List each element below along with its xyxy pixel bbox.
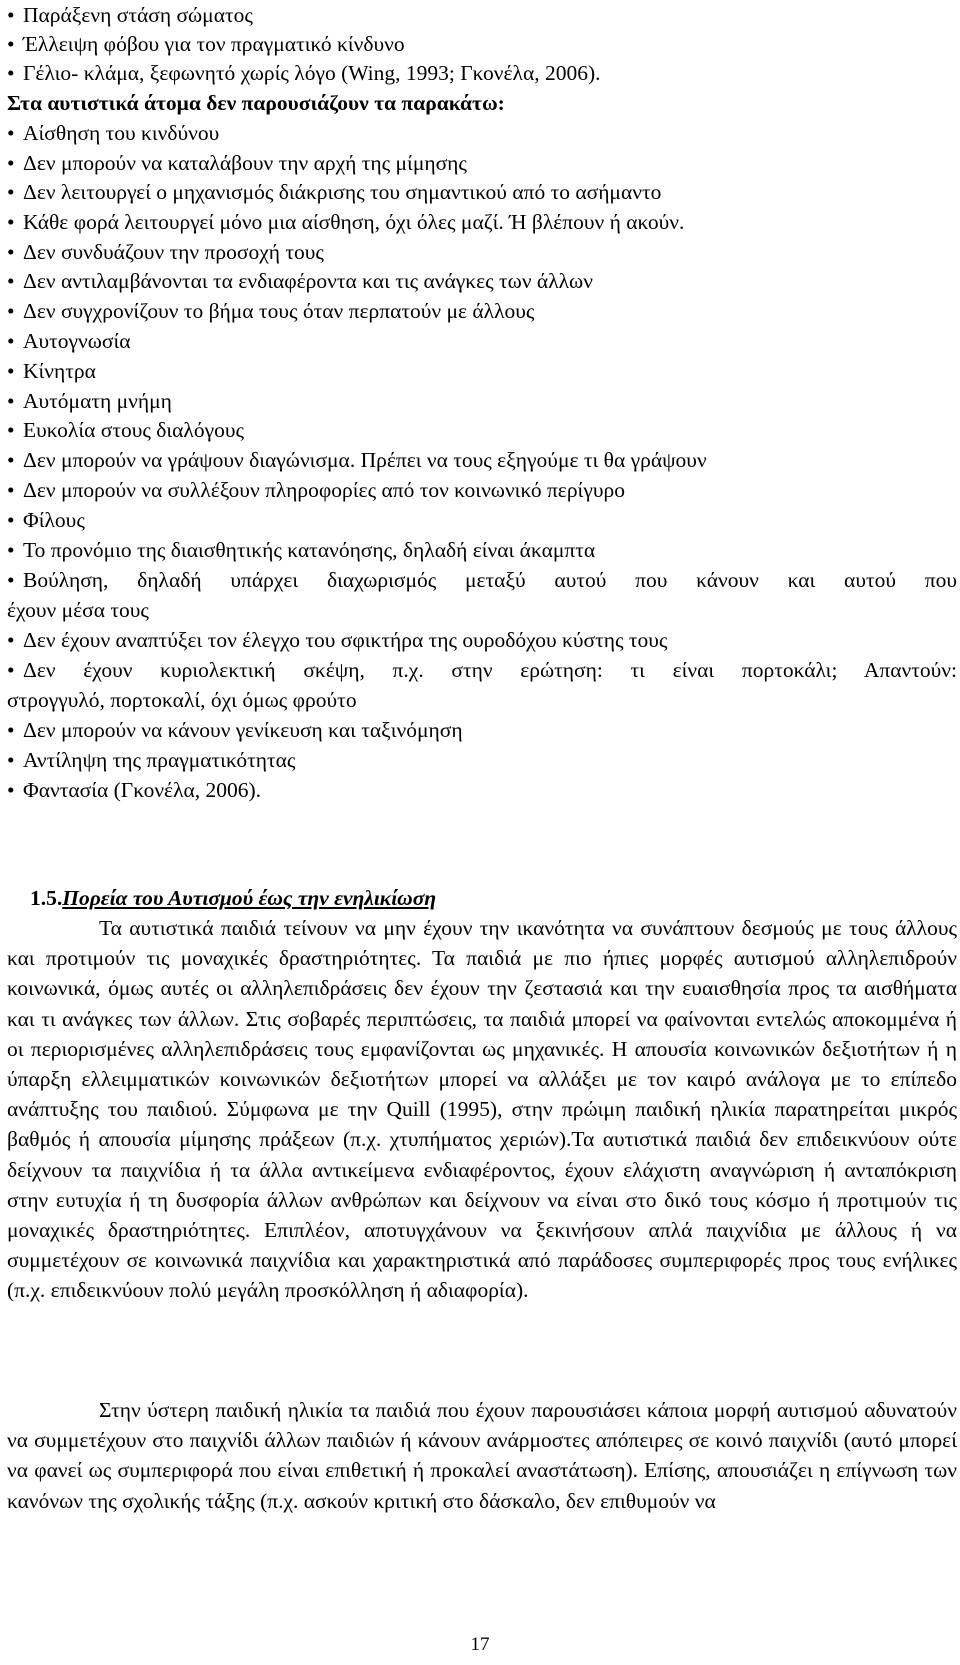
- list-item-text: Αντίληψη της πραγματικότητας: [23, 748, 296, 772]
- list-item-text: Αυτογνωσία: [23, 329, 131, 353]
- list-item-text: Γέλιο- κλάμα, ξεφωνητό χωρίς λόγο (Wing, 1993; Γκονέλα, 2006).: [23, 61, 601, 85]
- bullet: •: [7, 329, 15, 353]
- section-heading: [30, 883, 436, 913]
- list-item-text: Κίνητρα: [23, 359, 96, 383]
- list-item-text: Φίλους: [23, 508, 85, 532]
- bullet: •: [7, 389, 15, 413]
- list-item: [7, 266, 593, 296]
- bullet: •: [7, 359, 15, 383]
- bullet: •: [7, 210, 15, 234]
- bullet: •: [7, 299, 15, 323]
- body-paragraph: [7, 1395, 957, 1516]
- list-item: [7, 207, 684, 237]
- list-item: [7, 356, 96, 386]
- bullet: •: [7, 180, 15, 204]
- list-item: [7, 0, 253, 30]
- bullet: •: [7, 418, 15, 442]
- list-item: [7, 475, 625, 505]
- list-item-text: Το προνόμιο της διαισθητικής κατανόησης, δηλαδή είναι άκαμπτα: [23, 538, 596, 562]
- list-item: [7, 715, 463, 745]
- bullet: •: [7, 3, 15, 27]
- list-item-text: Έλλειψη φόβου για τον πραγματικό κίνδυνο: [23, 32, 405, 56]
- bullet: •: [7, 718, 15, 742]
- bullet: •: [7, 240, 15, 264]
- bullet: •: [7, 448, 15, 472]
- list-item: [7, 535, 595, 565]
- bullet: •: [7, 778, 15, 802]
- bullet: •: [7, 628, 15, 652]
- list-item: [7, 177, 661, 207]
- bullet: •: [7, 269, 15, 293]
- list-item: [7, 775, 261, 805]
- bullet: •: [7, 748, 15, 772]
- list-item: [7, 386, 172, 416]
- bullet: •: [7, 151, 15, 175]
- section-title: Πορεία του Αυτισμού έως την ενηλικίωση: [62, 886, 437, 910]
- list-item: [7, 326, 131, 356]
- list-item: [7, 296, 534, 326]
- list-item-text: Ευκολία στους διαλόγους: [23, 418, 245, 442]
- list-item: [7, 148, 467, 178]
- list-item: [7, 565, 957, 595]
- list-item: [7, 118, 219, 148]
- list-item-text: Αυτόματη μνήμη: [23, 389, 172, 413]
- list-item-continuation: έχουν μέσα τους: [7, 598, 149, 622]
- bullet: •: [7, 568, 15, 592]
- list-item-text: Αίσθηση του κινδύνου: [23, 121, 220, 145]
- list-item-text: Δεν μπορούν να κάνουν γενίκευση και ταξινόμηση: [23, 718, 463, 742]
- list-item-text: Φαντασία (Γκονέλα, 2006).: [23, 778, 262, 802]
- list-item-text: Δεν λειτουργεί ο μηχανισμός διάκρισης του σημαντικού από το ασήμαντο: [23, 180, 662, 204]
- paragraph-text: Στην ύστερη παιδική ηλικία τα παιδιά που έχουν παρουσιάσει κάποια μορφή αυτισμού αδυνατούν να συμμετέχουν στο παιχνίδι άλλων παιδιών ή κάνουν ανάρμοστες απόπειρες σε κοινό παιχνίδι (αυτό μπορεί να φανεί ως συμπεριφορά που είναι επιθετική ή προκαλεί αναστάτωση). Επίσης, απουσιάζει η επίγνωση των κανόνων της σχολικής τάξης (π.χ. ασκούν κριτική στο δάσκαλο, δεν επιθυμούν να: [7, 1398, 957, 1513]
- list-item-text: Δεν μπορούν να καταλάβουν την αρχή της μίμησης: [23, 151, 467, 175]
- page-number: 17: [470, 1634, 490, 1655]
- paragraph-text: Τα αυτιστικά παιδιά τείνουν να μην έχουν την ικανότητα να συνάπτουν δεσμούς με τους άλλους και προτιμούν τις μοναχικές δραστηριότητες. Τα παιδιά με πιο ήπιες μορφές αυτισμού αλληλεπιδρούν κοινωνικά, όμως αυτές οι αλληλεπιδράσεις δεν έχουν την ζεστασιά και την ευαισθησία προς τα αισθήματα και τι ανάγκες των άλλων. Στις σοβαρές περιπτώσεις, τα παιδιά μπορεί να φαίνονται εντελώς αποκομμένα ή οι περιορισμένες αλληλεπιδράσεις τους εμφανίζονται ως μηχανικές. Η απουσία κοινωνικών δεξιοτήτων ή η ύπαρξη ελλειμματικών κοινωνικών δεξιοτήτων μπορεί να αλλάξει με τον καιρό ανάλογα με το επίπεδο ανάπτυξης του παιδιού. Σύμφωνα με την Quill (1995), στην πρώιμη παιδική ηλικία παρατηρείται μικρός βαθμός ή απουσία μίμησης πράξεων (π.χ. χτυπήματος χεριών).Τα αυτιστικά παιδιά δεν επιδεικνύουν ούτε δείχνουν τα παιχνίδια ή τα άλλα αντικείμενα ενδιαφέροντος, έχουν ελάχιστη αναγνώριση ή ανταπόκριση στην ευτυχία ή τη δυσφορία άλλων ανθρώπων και δείχνουν να είναι στο δικό τους κόσμο ή προτιμούν τις μοναχικές δραστηριότητες. Επιπλέον, αποτυγχάνουν να ξεκινήσουν απλά παιχνίδια με άλλους ή να συμμετέχουν σε κοινωνικά παιχνίδια και χαρακτηριστικά από παράδοσες συμπεριφορές προς τους ενήλικες (π.χ. επιδεικνύουν πολύ μεγάλη προσκόλληση ή αδιαφορία).: [7, 916, 957, 1303]
- bullet: •: [7, 508, 15, 532]
- list-item: [7, 415, 244, 445]
- bullet: •: [7, 61, 15, 85]
- bullet: •: [7, 32, 15, 56]
- list-item-text: Δεν αντιλαμβάνονται τα ενδιαφέροντα και τις ανάγκες των άλλων: [23, 269, 593, 293]
- list-item: [7, 29, 405, 59]
- list-item-text: Δεν συγχρονίζουν το βήμα τους όταν περπατούν με άλλους: [23, 299, 535, 323]
- list-item-text: Κάθε φορά λειτουργεί μόνο μια αίσθηση, όχι όλες μαζί. Ή βλέπουν ή ακούν.: [23, 210, 685, 234]
- list-item-text: Δεν συνδυάζουν την προσοχή τους: [23, 240, 324, 264]
- list-heading: Στα αυτιστικά άτομα δεν παρουσιάζουν τα παρακάτω:: [7, 91, 505, 115]
- list-item: [7, 58, 601, 88]
- list-item-text: Δεν μπορούν να συλλέξουν πληροφορίες από τον κοινωνικό περίγυρο: [23, 478, 625, 502]
- bullet: •: [7, 121, 15, 145]
- list-item-text: Δεν μπορούν να γράψουν διαγώνισμα. Πρέπει να τους εξηγούμε τι θα γράψουν: [23, 448, 707, 472]
- list-item: [7, 505, 85, 535]
- list-item: [7, 237, 324, 267]
- list-item-text: Δεν έχουν κυριολεκτική σκέψη, π.χ. στην ερώτηση: τι είναι πορτοκάλι; Απαντούν:: [23, 658, 957, 682]
- list-item: [7, 655, 957, 685]
- list-item: [7, 445, 707, 475]
- bullet: •: [7, 658, 15, 682]
- bullet: •: [7, 538, 15, 562]
- list-item-continuation: στρογγυλό, πορτοκαλί, όχι όμως φρούτο: [7, 688, 357, 712]
- section-number: 1.5.: [30, 886, 63, 910]
- list-item: [7, 745, 295, 775]
- list-item-text: Δεν έχουν αναπτύξει τον έλεγχο του σφικτήρα της ουροδόχου κύστης τους: [23, 628, 668, 652]
- list-item: [7, 625, 667, 655]
- body-paragraph: [7, 913, 957, 1306]
- list-item-text: Παράξενη στάση σώματος: [23, 3, 253, 27]
- bullet: •: [7, 478, 15, 502]
- list-item-text: Βούληση, δηλαδή υπάρχει διαχωρισμός μεταξύ αυτού που κάνουν και αυτού που: [23, 568, 957, 592]
